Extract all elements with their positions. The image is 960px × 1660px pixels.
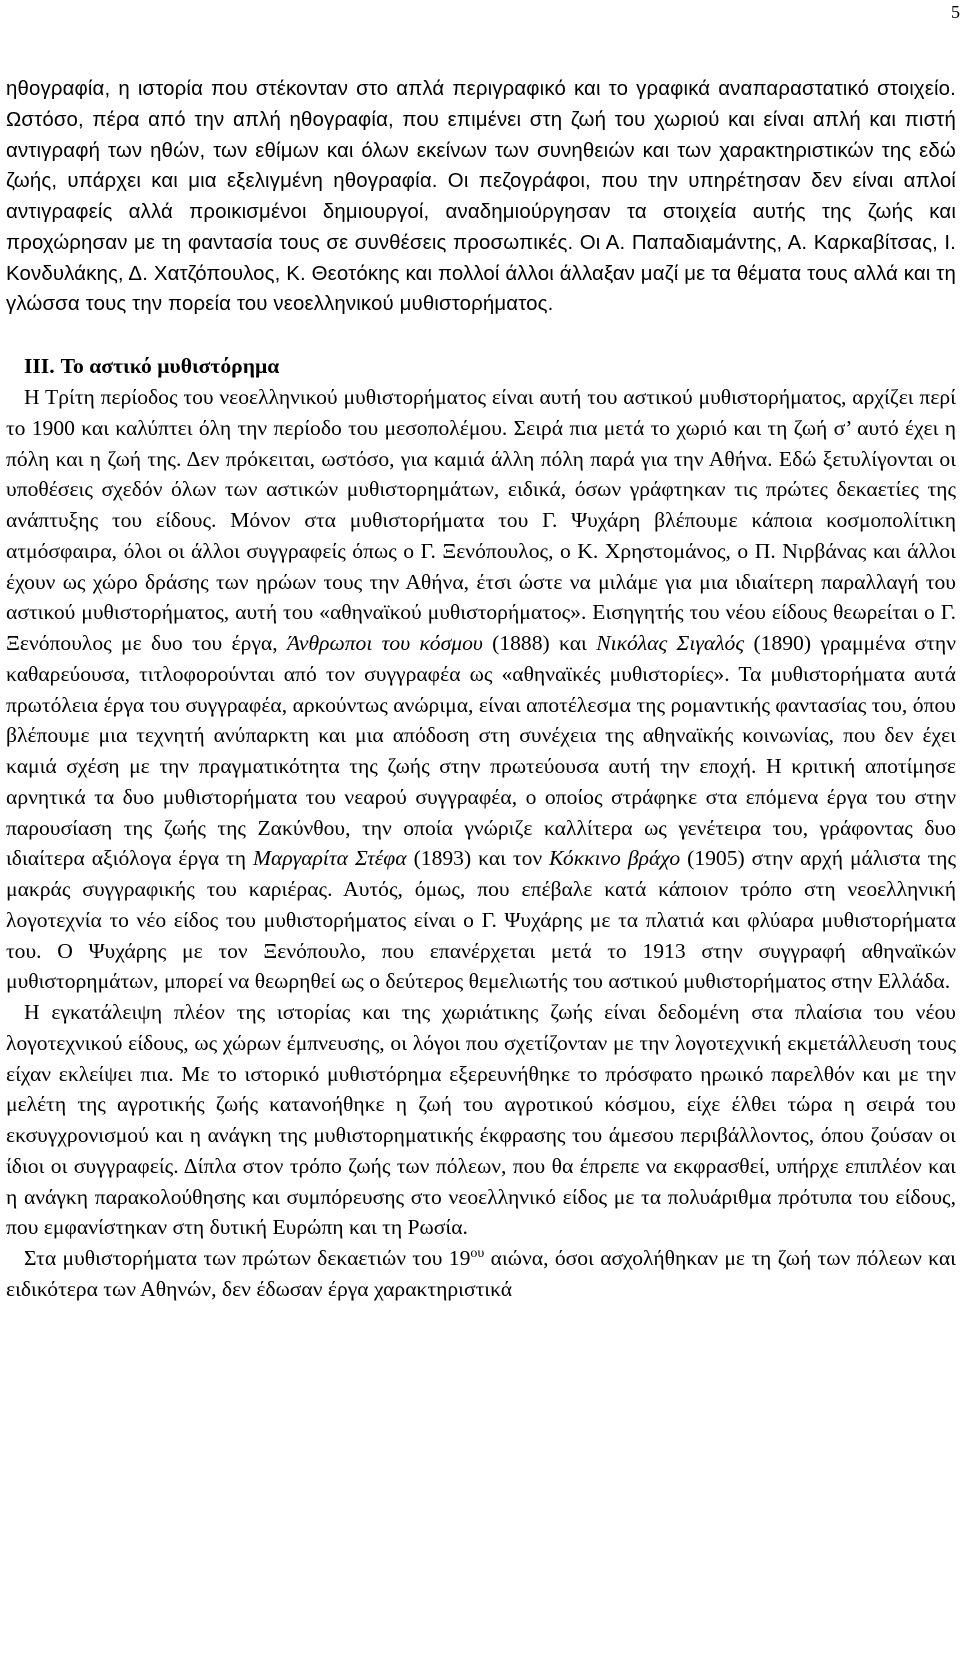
paragraph-ethography: ηθογραφία, η ιστορία που στέκονταν στο απλά περιγραφικό και το γραφικά αναπαραστατικό στοιχείο. Ωστόσο, πέρα από την απλή ηθογραφία, που επιμένει στη ζωή του χωριού και είναι απλή και πιστή αντιγραφή των ηθών, των εθίμων και όλων εκείνων των συνηθειών και των χαρακτηριστικών της εδώ ζωής, υπάρχει και μια εξελιγμένη ηθογραφία. Οι πεζογράφοι, που την υπηρέτησαν δεν είναι απλοί αντιγραφείς αλλά προικισμένοι δημιουργοί, αναδημιούργησαν τα στοιχεία αυτής της ζωής και προχώρησαν με τη φαντασία τους σε συνθέσεις προσωπικές. Οι Α. Παπαδιαμάντης, Α. Καρκαβίτσας, Ι. Κονδυλάκης, Δ. Χατζόπουλος, Κ. Θεοτόκης και πολλοί άλλοι άλλαξαν μαζί με τα θέματα τους αλλά και τη γλώσσα τους την πορεία του νεοελληνικού μυθιστορήματος. bbox=[6, 78, 956, 316]
text-run: (1888) και bbox=[492, 631, 587, 655]
paragraph-urban-novel bbox=[6, 382, 956, 997]
text-run: (1890) γραμμένα στην καθαρεύουσα, τιτλοφορούνται από τον συγγραφέα ως «αθηναϊκές μυθιστορίες». Τα μυθιστορήματα αυτά πρωτόλεια έργα του συγγραφέα, αρκούντως ανώριμα, είναι αποτέλεσμα της ρομαντικής φαντασίας του, όπου βλέπουμε μια τεχνητή ανύπαρκτη και μια απόδοση στη συνέχεια της αθηναϊκής κοινωνίας, που δεν έχει καμιά σχέση με την πραγματικότητα της ζωής στην πρωτεύουσα αυτή την εποχή. Η κριτική αποτίμησε αρνητικά τα δυο μυθιστορήματα του νεαρού συγγραφέα, ο οποίος στράφηκε στα επόμενα έργα του στην παρουσίαση της ζωής της Ζακύνθου, την οποία γνώριζε καλλίτερα ως γενέτειρα του, γράφοντας δυο ιδιαίτερα αξιόλογα έργα τη bbox=[6, 631, 956, 871]
text-run: Στα μυθιστορήματα των πρώτων δεκαετιών του 19 bbox=[24, 1246, 471, 1270]
book-title: Νικόλας Σιγαλός bbox=[596, 631, 745, 655]
text-run: (1893) και τον bbox=[413, 846, 543, 871]
book-title: Μαργαρίτα Στέφα bbox=[253, 846, 407, 871]
text-run: (1905) στην αρχή μάλιστα της μακράς συγγραφικής του καριέρας. Αυτός, όμως, που επέβαλε κατά κάποιον τρόπο στη νεοελληνική λογοτεχνία το νέο είδος του μυθιστορήματος είναι ο Γ. Ψυχάρης με τα πλατιά και φλύαρα μυθιστορήματα του. Ο Ψυχάρης με τον Ξενόπουλο, που επανέρχεται μετά το 1913 στην συγγραφή αθηναϊκών μυθιστορημάτων, μπορεί να θεωρηθεί ως ο δεύτερος θεμελιωτής του αστικού μυθιστορήματος στην Ελλάδα. bbox=[6, 846, 957, 994]
superscript: ου bbox=[470, 1245, 485, 1261]
paragraph-abandonment: Η εγκατάλειψη πλέον της ιστορίας και της χωριάτικης ζωής είναι δεδομένη στα πλαίσια του νέου λογοτεχνικού είδους, ως χώρων έμπνευσης, οι λόγοι που σχετίζονταν με την λογοτεχνική εκμετάλλευση τους είχαν εκλείψει πια. Με το ιστορικό μυθιστόρημα εξερευνήθηκε το πρόσφατο ηρωικό παρελθόν και με την μελέτη της αγροτικής ζωής κατανοήθηκε η ζωή του αγροτικού κόσμου, είχε έλθει τώρα η σειρά του εκσυγχρονισμού και η ανάγκη της μυθιστορηματικής έκφρασης του άμεσου περιβάλλοντος, όπου ζούσαν οι ίδιοι οι συγγραφείς. Δίπλα στον τρόπο ζωής των πόλεων, που θα έπρεπε να εκφρασθεί, υπήρχε επιπλέον και η ανάγκη παρακολούθησης και συμπόρευσης στο νεοελληνικό είδος με τα πολυάριθμα πρότυπα του είδους, που εμφανίστηκαν στη δυτική Ευρώπη και τη Ρωσία. bbox=[6, 1000, 956, 1240]
book-title: Κόκκινο βράχο bbox=[549, 846, 681, 871]
text-run: Η Τρίτη περίοδος του νεοελληνικού μυθιστορήματος είναι αυτή του αστικού μυθιστορήματος, αρχίζει περί το 1900 και καλύπτει όλη την περίοδο του μεσοπολέμου. Σειρά πια μετά το χωριό και τη ζωή σ’ αυτό έχει η πόλη και η ζωή της. Δεν πρόκειται, ωστόσο, για καμιά άλλη πόλη παρά για την Αθήνα. Εδώ ξετυλίγονται οι υποθέσεις σχεδόν όλων των αστικών μυθιστορημάτων, ειδικά, όσων γράφτηκαν τις πρώτες δεκαετίες της ανάπτυξης του είδους. Μόνον στα μυθιστορήματα του Γ. Ψυχάρη βλέπουμε κάποια κοσμοπολίτικη ατμόσφαιρα, όλοι οι άλλοι συγγραφείς όπως ο Γ. Ξενόπουλος, ο Κ. Χρηστομάνος, ο Π. Νιρβάνας και άλλοι έχουν ως χώρο δράσης των ηρώων τους την Αθήνα, έτσι ώστε να μιλάμε για μια ιδιαίτερη παραλλαγή του αστικού μυθιστορήματος, αυτή του «αθηναϊκού μυθιστορήματος». Εισηγητής του νέου είδους θεωρείται ο Γ. Ξενόπουλος με δυο του έργα, bbox=[6, 385, 956, 655]
document-body bbox=[6, 74, 956, 1305]
book-title: Άνθρωποι του κόσμου bbox=[286, 631, 483, 655]
page-number: 5 bbox=[951, 2, 960, 22]
section-heading bbox=[6, 350, 956, 382]
section-title: Το αστικό μυθιστόρημα bbox=[60, 354, 280, 378]
section-number: ΙΙΙ. bbox=[24, 354, 55, 378]
text-run: αιώνα, όσοι ασχολήθηκαν με τη ζωή των πόλεων και ειδικότερα των Αθηνών, δεν έδωσαν έργα χαρακτηριστικά bbox=[6, 1246, 956, 1301]
paragraph-19th-century bbox=[6, 1243, 956, 1305]
